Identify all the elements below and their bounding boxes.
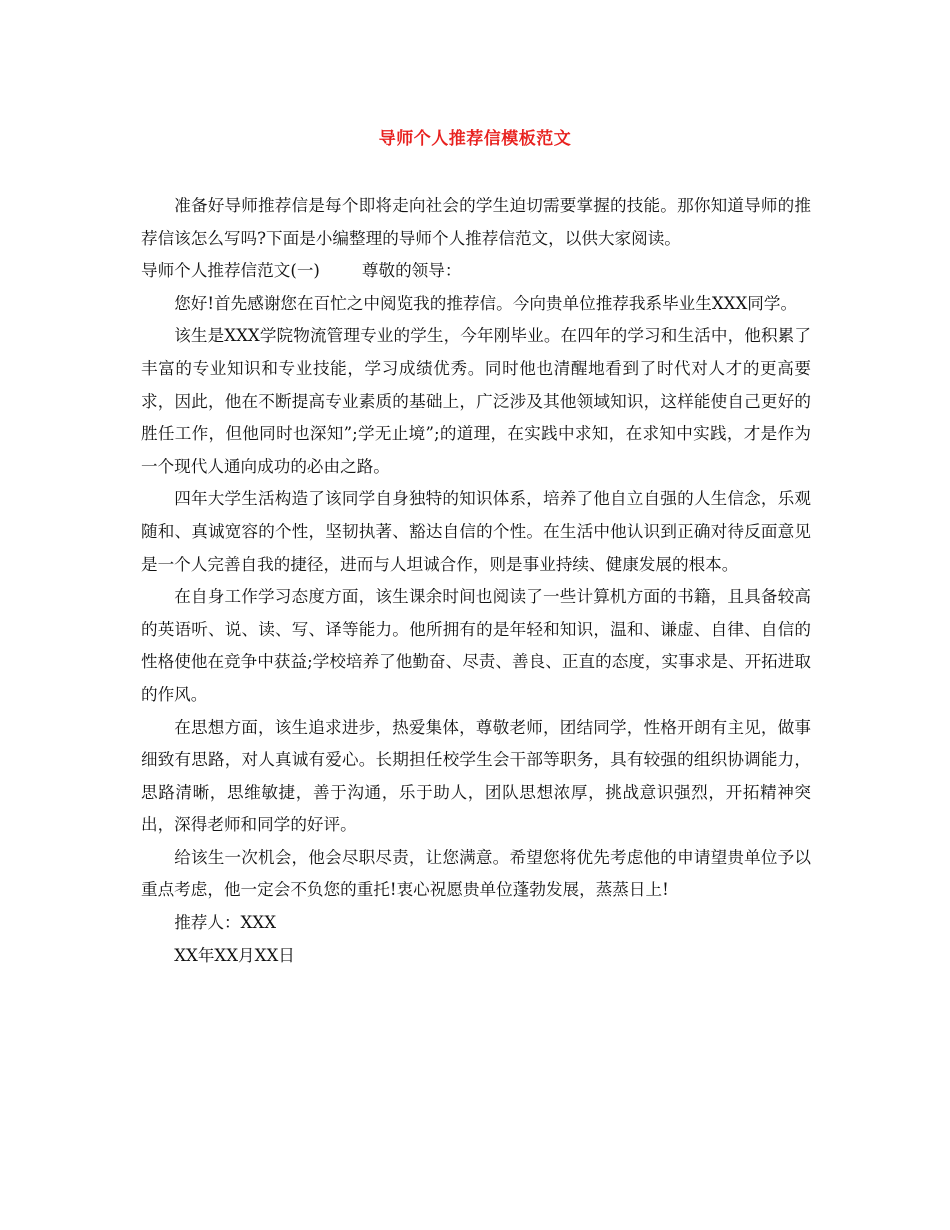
body-paragraph-greeting: 您好!首先感谢您在百忙之中阅览我的推荐信。今向贵单位推荐我系毕业生XXX同学。 (174, 293, 798, 313)
signature-line: 推荐人：XXX (174, 913, 277, 933)
date-line: XX年XX月XX日 (174, 945, 295, 965)
salutation: 尊敬的领导： (361, 261, 462, 281)
section-heading: 导师个人推荐信范文(一) (141, 261, 320, 281)
body-paragraph-work-attitude: 在自身工作学习态度方面，该生课余时间也阅读了一些计算机方面的书籍，且具备较高的英语听、说、读、写、译等能力。他所拥有的是年轻和知识，温和、谦虚、自律、自信的性格使他在竞争中获益;学校培养了他勤奋、尽责、善良、正直的态度，实事求是、开拓进取的作风。 (141, 587, 811, 704)
heading-line (141, 255, 811, 288)
document-title: 导师个人推荐信模板范文 (378, 129, 572, 149)
body-paragraph-closing: 给该生一次机会，他会尽职尽责，让您满意。希望您将优先考虑他的申请望贵单位予以重点考虑，他一定会不负您的重托!衷心祝愿贵单位蓬勃发展，蒸蒸日上! (141, 847, 811, 900)
body-paragraph-thought: 在思想方面，该生追求进步，热爱集体，尊敬老师，团结同学，性格开朗有主见，做事细致有思路，对人真诚有爱心。长期担任校学生会干部等职务，具有较强的组织协调能力，思路清晰，思维敏捷，善于沟通，乐于助人，团队思想浓厚，挑战意识强烈，开拓精神突出，深得老师和同学的好评。 (141, 717, 811, 835)
body-paragraph-study: 该生是XXX学院物流管理专业的学生，今年刚毕业。在四年的学习和生活中，他积累了丰富的专业知识和专业技能，学习成绩优秀。同时他也清醒地看到了时代对人才的更高要求，因此，他在不断提高专业素质的基础上，广泛涉及其他领域知识，这样能使自己更好的胜任工作，但他同时也深知”;学无止境”;的道理，在实践中求知，在求知中实践，才是作为一个现代人通向成功的必由之路。 (141, 326, 811, 476)
body-paragraph-character: 四年大学生活构造了该同学自身独特的知识体系，培养了他自立自强的人生信念，乐观随和、真诚宽容的个性，坚韧执著、豁达自信的个性。在生活中他认识到正确对待反面意见是一个人完善自我的捷径，进而与人坦诚合作，则是事业持续、健康发展的根本。 (141, 489, 811, 574)
intro-paragraph: 准备好导师推荐信是每个即将走向社会的学生迫切需要掌握的技能。那你知道导师的推荐信该怎么写吗?下面是小编整理的导师个人推荐信范文，以供大家阅读。 (141, 196, 811, 248)
document-body (141, 190, 811, 972)
